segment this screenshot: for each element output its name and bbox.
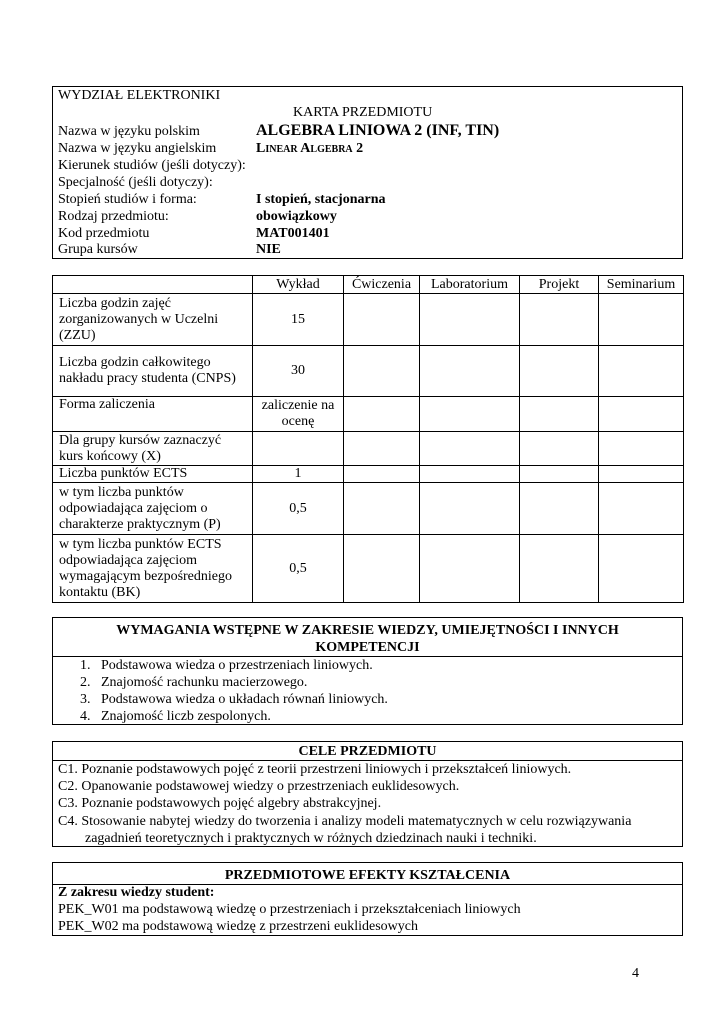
requirements-title: WYMAGANIA WSTĘPNE W ZAKRESIE WIEDZY, UMIEJĘTNOŚCI I INNYCH KOMPETENCJI <box>116 623 619 655</box>
outcome-item: PEK_W01 ma podstawową wiedzę o przestrzeniach i przekształceniach liniowych <box>58 902 521 917</box>
outcomes-title: PRZEDMIOTOWE EFEKTY KSZTAŁCENIA <box>224 868 511 883</box>
table-header-cell: Projekt <box>520 276 599 294</box>
field-label: Grupa kursów <box>58 242 138 257</box>
outcomes-section <box>52 862 683 936</box>
row-label: Liczba godzin całkowitego nakładu pracy studenta (CNPS) <box>53 346 253 397</box>
row-label: Forma zaliczenia <box>53 397 253 432</box>
faculty-name: WYDZIAŁ ELEKTRONIKI <box>58 88 221 103</box>
field-label: Nazwa w języku angielskim <box>58 141 217 156</box>
study-level: I stopień, stacjonarna <box>256 192 386 207</box>
table-row <box>53 397 684 432</box>
goal-item: C1. Poznanie podstawowych pojęć z teorii przestrzeni liniowych i przekształceń liniowych. <box>58 762 572 777</box>
outcome-item: PEK_W02 ma podstawową wiedzę z przestrzeni euklidesowych <box>58 919 418 934</box>
goal-item: C2. Opanowanie podstawowej wiedzy o przestrzeniach euklidesowych. <box>58 779 460 794</box>
course-type: obowiązkowy <box>256 209 337 224</box>
field-label: Kod przedmiotu <box>58 226 150 241</box>
lecture-value <box>253 432 344 466</box>
lecture-value: 15 <box>253 294 344 346</box>
course-name-pl: ALGEBRA LINIOWA 2 (INF, TIN) <box>256 122 500 139</box>
field-label: Nazwa w języku polskim <box>58 124 200 139</box>
course-card-header <box>52 86 683 259</box>
goal-item: C3. Poznanie podstawowych pojęć algebry abstrakcyjnej. <box>58 796 382 811</box>
row-label: Dla grupy kursów zaznaczyć kurs końcowy (X) <box>53 432 253 466</box>
list-item: Podstawowa wiedza o przestrzeniach liniowych. <box>101 658 373 673</box>
table-header-cell: Ćwiczenia <box>344 276 420 294</box>
row-label: Liczba punktów ECTS <box>53 466 253 483</box>
table-row <box>53 535 684 603</box>
list-number: 3. <box>80 692 91 707</box>
row-label: w tym liczba punktów odpowiadająca zajęciom o charakterze praktycznym (P) <box>53 483 253 535</box>
list-number: 1. <box>80 658 91 673</box>
list-number: 4. <box>80 709 91 724</box>
goal-item: C4. Stosowanie nabytej wiedzy do tworzenia i analizy modeli matematycznych w celu rozwiązywania zagadnień teoretycznych i praktycznych w różnych dziedzinach nauki i techniki. <box>58 814 632 846</box>
course-code: MAT001401 <box>256 226 330 241</box>
course-group: NIE <box>256 242 281 257</box>
list-item: Znajomość liczb zespolonych. <box>101 709 271 724</box>
goals-section <box>52 741 683 847</box>
table-row <box>53 432 684 466</box>
lecture-value: 0,5 <box>253 483 344 535</box>
row-label: w tym liczba punktów ECTS odpowiadająca zajęciom wymagającym bezpośredniego kontaktu (BK) <box>53 535 253 603</box>
table-row <box>53 483 684 535</box>
table-header-row <box>53 276 684 294</box>
lecture-value: 0,5 <box>253 535 344 603</box>
lecture-value: zaliczenie na ocenę <box>253 397 344 432</box>
field-label: Rodzaj przedmiotu: <box>58 209 169 224</box>
table-row <box>53 466 684 483</box>
list-number: 2. <box>80 675 91 690</box>
table-header-cell: Laboratorium <box>420 276 520 294</box>
table-header-cell: Wykład <box>253 276 344 294</box>
table-header-cell <box>53 276 253 294</box>
lecture-value: 1 <box>253 466 344 483</box>
card-title: KARTA PRZEDMIOTU <box>293 105 433 120</box>
row-label: Liczba godzin zajęć zorganizowanych w Uczelni (ZZU) <box>53 294 253 346</box>
outcomes-subtitle: Z zakresu wiedzy student: <box>58 885 215 900</box>
list-item: Podstawowa wiedza o układach równań liniowych. <box>101 692 388 707</box>
table-row <box>53 346 684 397</box>
field-label: Specjalność (jeśli dotyczy): <box>58 175 213 190</box>
page-number: 4 <box>632 966 639 981</box>
goals-title: CELE PRZEDMIOTU <box>298 744 437 759</box>
table-row <box>53 294 684 346</box>
hours-table <box>52 275 684 603</box>
lecture-value: 30 <box>253 346 344 397</box>
list-item: Znajomość rachunku macierzowego. <box>101 675 308 690</box>
course-name-en: Linear Algebra 2 <box>256 141 364 156</box>
field-label: Stopień studiów i forma: <box>58 192 197 207</box>
table-header-cell: Seminarium <box>599 276 684 294</box>
requirements-section <box>52 617 683 725</box>
field-label: Kierunek studiów (jeśli dotyczy): <box>58 158 246 173</box>
